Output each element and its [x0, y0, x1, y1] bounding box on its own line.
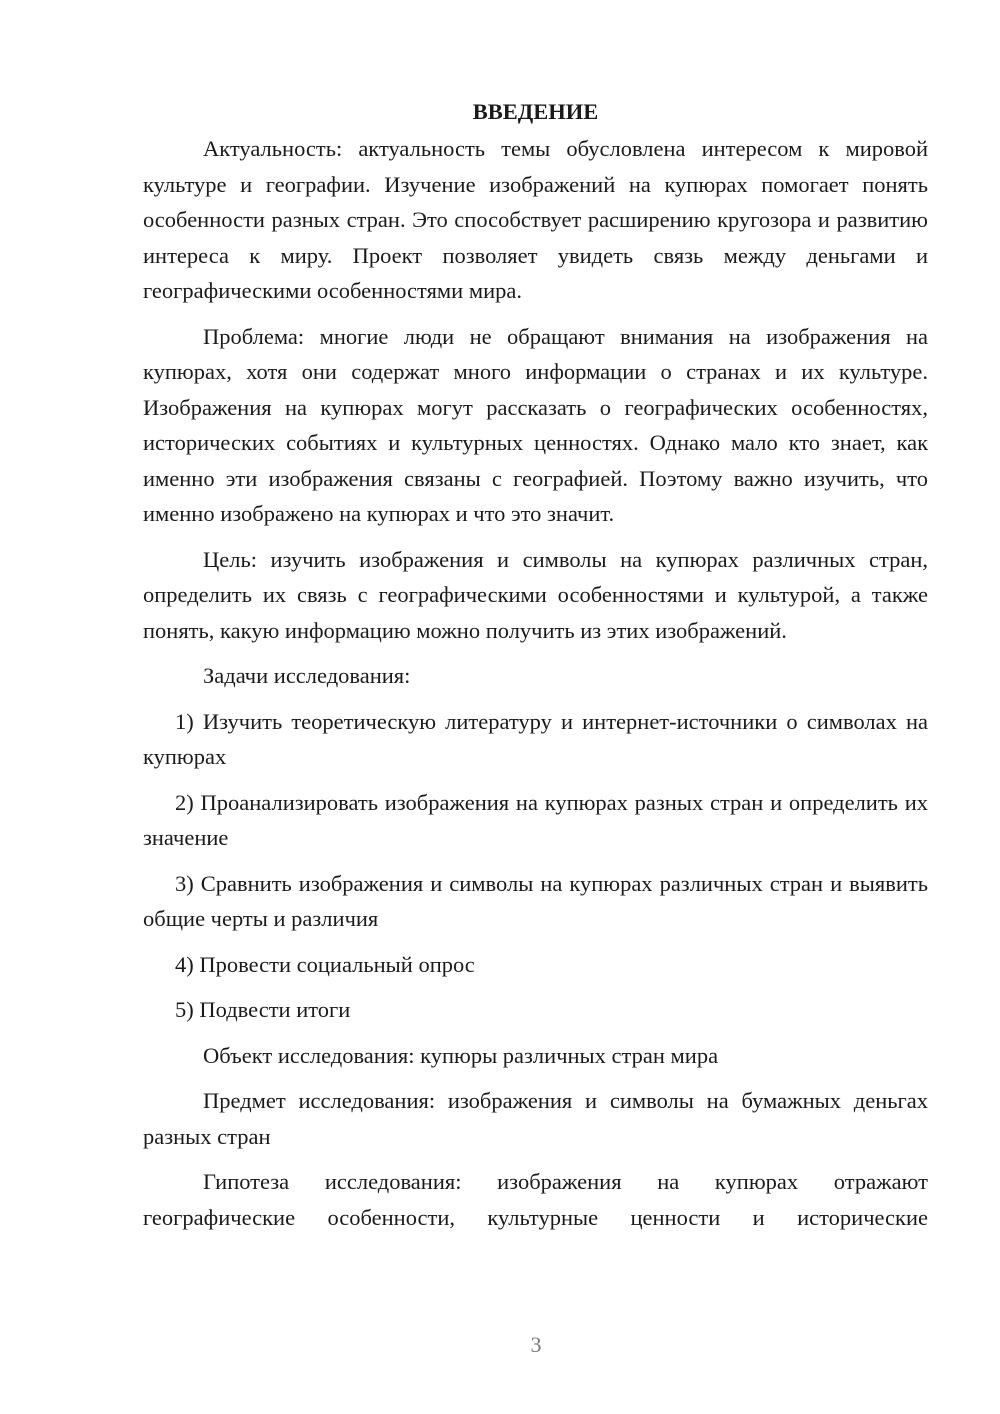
paragraph-hypothesis: Гипотеза исследования: изображения на купюрах отражают географические особенности, культурные ценности и исторические [143, 1169, 928, 1230]
tasks-heading: Задачи исследования: [203, 663, 411, 688]
task-item-3: 3) Сравнить изображения и символы на купюрах различных стран и выявить общие черты и различия [143, 870, 928, 931]
page-number: 3 [530, 1332, 542, 1357]
task-item-4: 4) Провести социальный опрос [175, 951, 475, 977]
paragraph-object: Объект исследования: купюры различных стран мира [203, 1042, 719, 1068]
task-item-1: 1) Изучить теоретическую литературу и интернет-источники о символах на купюрах [143, 708, 928, 769]
task-item-5: 5) Подвести итоги [175, 997, 351, 1022]
paragraph-goal: Цель: изучить изображения и символы на купюрах различных стран, определить их связь с географическими особенностями и культурой, а также понять, какую информацию можно получить из этих изображений. [143, 546, 928, 643]
paragraph-relevance: Актуальность: актуальность темы обусловлена интересом к мировой культуре и географии. Изучение изображений на купюрах помогает понять особенности разных стран. Это способствует расширению кругозора и развитию интереса к миру. Проект позволяет увидеть связь между деньгами и географическими особенностями мира. [143, 136, 928, 303]
task-item-2: 2) Проанализировать изображения на купюрах разных стран и определить их значение [143, 789, 928, 850]
page-content [143, 94, 928, 1245]
paragraph-subject: Предмет исследования: изображения и символы на бумажных деньгах разных стран [143, 1088, 928, 1149]
page-title: ВВЕДЕНИЕ [472, 99, 599, 124]
paragraph-problem: Проблема: многие люди не обращают внимания на изображения на купюрах, хотя они содержат много информации о странах и их культуре. Изображения на купюрах могут рассказать о географических особенностях, исторических событиях и культурных ценностях. Однако мало кто знает, как именно эти изображения связаны с географией. Поэтому важно изучить, что именно изображено на купюрах и что это значит. [143, 323, 928, 526]
